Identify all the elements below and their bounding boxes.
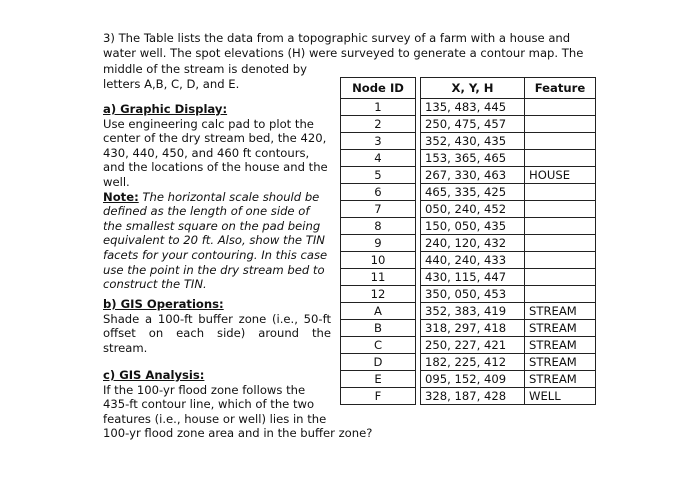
part-a-heading: a) Graphic Display:	[103, 102, 228, 116]
node-id-cell: 12	[341, 286, 416, 303]
node-id-cell: 5	[341, 167, 416, 184]
table-row	[341, 133, 596, 150]
part-a-note	[103, 190, 331, 292]
xyh-cell: 465, 335, 425	[421, 184, 525, 201]
node-id-cell: 8	[341, 218, 416, 235]
feature-cell	[525, 252, 596, 269]
feature-cell	[525, 99, 596, 116]
intro-line-4: letters A,B, C, D, and E.	[103, 76, 240, 91]
part-a-body: Use engineering calc pad to plot the center of the dry stream bed, the 420, 430, 440, 450, and 460 ft contours, and the locations of the house and the well.	[103, 116, 328, 189]
header-feature: Feature	[525, 78, 596, 99]
xyh-cell: 240, 120, 432	[421, 235, 525, 252]
part-b-section	[103, 297, 331, 355]
node-id-cell: 10	[341, 252, 416, 269]
feature-cell	[525, 150, 596, 167]
part-b-body: Shade a 100-ft buffer zone (i.e., 50-ft offset on each side) around the stream.	[103, 311, 331, 355]
node-id-cell: A	[341, 303, 416, 320]
note-label: Note:	[103, 189, 139, 204]
node-id-cell: 9	[341, 235, 416, 252]
table-row	[341, 337, 596, 354]
table-header-row	[341, 78, 596, 99]
feature-cell	[525, 218, 596, 235]
part-c-body: If the 100-yr flood zone follows the 435-ft contour line, which of the two features (i.e., house or well) lies in the	[103, 382, 327, 426]
feature-cell	[525, 184, 596, 201]
table-row	[341, 116, 596, 133]
node-id-cell: 6	[341, 184, 416, 201]
table-row	[341, 354, 596, 371]
table-row	[341, 303, 596, 320]
xyh-cell: 318, 297, 418	[421, 320, 525, 337]
feature-cell: WELL	[525, 388, 596, 405]
node-id-cell: 4	[341, 150, 416, 167]
xyh-cell: 440, 240, 433	[421, 252, 525, 269]
intro-line-3: middle of the stream is denoted by	[103, 61, 307, 76]
node-id-cell: C	[341, 337, 416, 354]
feature-cell	[525, 201, 596, 218]
feature-cell	[525, 116, 596, 133]
node-id-cell: E	[341, 371, 416, 388]
xyh-cell: 430, 115, 447	[421, 269, 525, 286]
header-node-id: Node ID	[341, 78, 416, 99]
xyh-cell: 350, 050, 453	[421, 286, 525, 303]
part-b-heading: b) GIS Operations:	[103, 297, 224, 311]
xyh-cell: 328, 187, 428	[421, 388, 525, 405]
feature-cell: STREAM	[525, 354, 596, 371]
feature-cell: STREAM	[525, 303, 596, 320]
node-id-cell: F	[341, 388, 416, 405]
part-c-last-line: 100-yr flood zone area and in the buffer zone?	[103, 426, 373, 441]
table-row	[341, 371, 596, 388]
feature-cell	[525, 133, 596, 150]
table-row	[341, 150, 596, 167]
node-id-cell: D	[341, 354, 416, 371]
table-row	[341, 99, 596, 116]
xyh-cell: 352, 430, 435	[421, 133, 525, 150]
part-c-section	[103, 368, 373, 441]
feature-cell: HOUSE	[525, 167, 596, 184]
xyh-cell: 250, 227, 421	[421, 337, 525, 354]
node-id-cell: 3	[341, 133, 416, 150]
table-row	[341, 167, 596, 184]
table-row	[341, 269, 596, 286]
feature-cell: STREAM	[525, 371, 596, 388]
xyh-cell: 153, 365, 465	[421, 150, 525, 167]
table-row	[341, 252, 596, 269]
table-row	[341, 320, 596, 337]
node-id-cell: 11	[341, 269, 416, 286]
survey-table	[340, 77, 596, 405]
table-body	[341, 99, 596, 405]
part-c-heading: c) GIS Analysis:	[103, 368, 205, 382]
intro-line-1: 3) The Table lists the data from a topographic survey of a farm with a house and	[103, 31, 571, 45]
feature-cell	[525, 235, 596, 252]
node-id-cell: 2	[341, 116, 416, 133]
node-id-cell: 1	[341, 99, 416, 116]
xyh-cell: 352, 383, 419	[421, 303, 525, 320]
node-id-cell: B	[341, 320, 416, 337]
intro-line-2: water well. The spot elevations (H) were surveyed to generate a contour map. The	[103, 46, 584, 61]
xyh-cell: 267, 330, 463	[421, 167, 525, 184]
table-row	[341, 184, 596, 201]
xyh-cell: 050, 240, 452	[421, 201, 525, 218]
table-row	[341, 388, 596, 405]
feature-cell	[525, 269, 596, 286]
table-row	[341, 201, 596, 218]
feature-cell	[525, 286, 596, 303]
part-a-section	[103, 102, 331, 292]
xyh-cell: 250, 475, 457	[421, 116, 525, 133]
table-row	[341, 218, 596, 235]
xyh-cell: 182, 225, 412	[421, 354, 525, 371]
xyh-cell: 135, 483, 445	[421, 99, 525, 116]
table-row	[341, 235, 596, 252]
header-xyh: X, Y, H	[421, 78, 525, 99]
table-row	[341, 286, 596, 303]
note-text: The horizontal scale should be defined as the length of one side of the smallest square on the pad being equivalent to 20 ft. Also, show the TIN facets for your contouring. In this case use the point in the dry stream bed to construct the TIN.	[103, 189, 328, 292]
feature-cell: STREAM	[525, 337, 596, 354]
xyh-cell: 095, 152, 409	[421, 371, 525, 388]
xyh-cell: 150, 050, 435	[421, 218, 525, 235]
node-id-cell: 7	[341, 201, 416, 218]
feature-cell: STREAM	[525, 320, 596, 337]
